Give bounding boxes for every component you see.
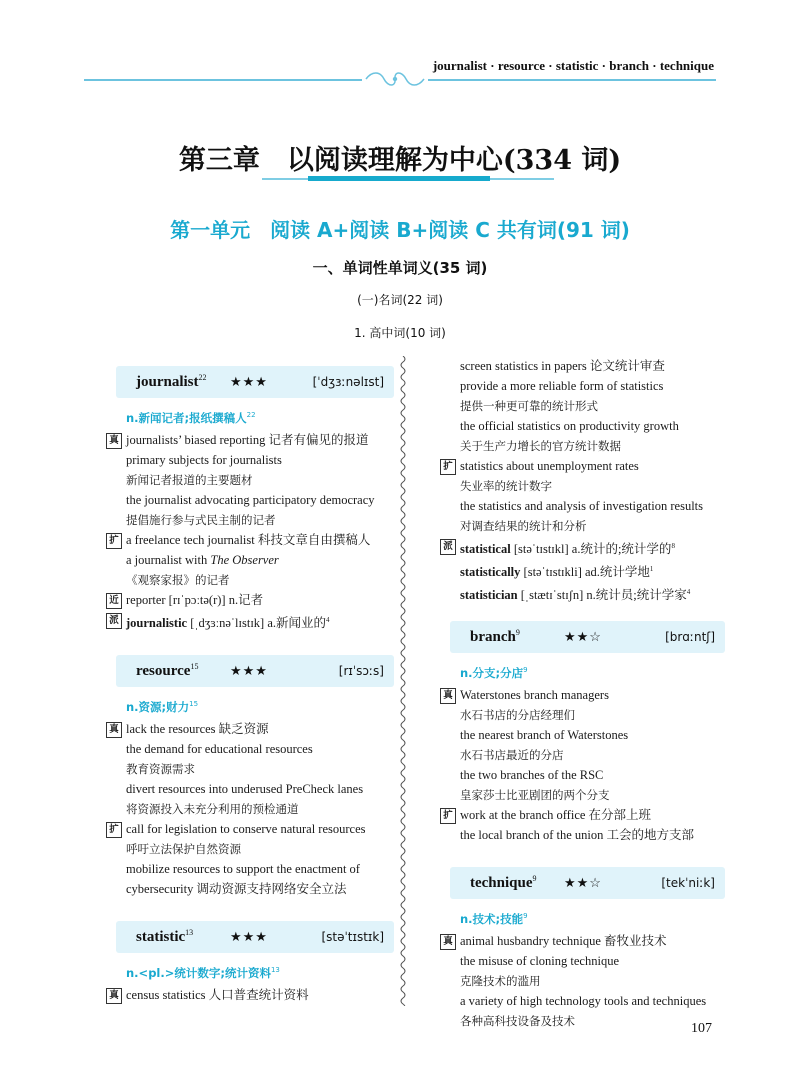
chapter-rule-accent <box>308 176 490 181</box>
translation-line: 水石书店的分店经理们 <box>460 708 575 723</box>
frequency-stars: ★★★ <box>230 374 268 390</box>
example-line: provide a more reliable form of statistics <box>460 379 664 393</box>
tag-extended: 扩 <box>440 459 456 475</box>
spacer <box>106 899 394 921</box>
spacer <box>440 605 725 621</box>
tag-real-exam: 真 <box>440 934 456 950</box>
subsection-title: (一)名词(22 词) <box>357 293 443 307</box>
tag-extended: 扩 <box>440 808 456 824</box>
example-line: 扩 statistics about unemployment rates <box>460 456 725 476</box>
translation-line: 《观察家报》的记者 <box>126 573 230 587</box>
translation-line: 关于生产力增长的官方统计数据 <box>460 439 621 453</box>
translation-line: 失业率的统计数字 <box>460 479 552 493</box>
gloss: n.技术;技能$^9$ <box>460 912 528 927</box>
section-title: 一、单词性单词义(35 词) <box>312 259 488 277</box>
example-line: divert resources into underused PreCheck lanes <box>126 782 364 797</box>
column-divider <box>398 356 408 1006</box>
headword-box-resource <box>116 655 394 687</box>
headword-box-statistic <box>116 921 394 953</box>
example-line: 真 animal husbandry technique 畜牧业技术 <box>460 931 725 951</box>
phonetic: [stəˈtɪstɪk] <box>321 930 384 945</box>
headword: resource$^{15}$ <box>136 662 199 680</box>
phonetic: [tekˈniːk] <box>661 876 715 891</box>
spacer <box>106 633 394 655</box>
page-number: 107 <box>691 1021 712 1036</box>
example-line: the misuse of cloning technique <box>460 954 619 969</box>
headword-box-branch <box>450 621 725 653</box>
phonetic: [brɑːntʃ] <box>665 630 715 645</box>
example-line: primary subjects for journalists <box>126 453 282 467</box>
example-line: the journalist advocating participatory democracy <box>126 493 375 507</box>
example-line: cybersecurity 调动资源支持网络安全立法 <box>126 882 347 897</box>
headword-box-journalist <box>116 366 394 398</box>
translation-line: 皇家莎士比亚剧团的两个分支 <box>460 788 610 803</box>
example-line: 真 census statistics 人口普查统计资料 <box>126 985 394 1005</box>
frequency-stars: ★★★ <box>230 663 268 679</box>
synonym-line: 近 reporter [rɪˈpɔːtə(r)] n.记者 <box>126 590 394 610</box>
spacer <box>440 845 725 867</box>
headword: journalist$^{22}$ <box>136 373 207 390</box>
tag-real-exam: 真 <box>106 722 122 738</box>
example-line: 扩 work at the branch office 在分部上班 <box>460 805 725 825</box>
example-line: the official statistics on productivity growth <box>460 419 679 433</box>
tag-real-exam: 真 <box>440 688 456 704</box>
tag-extended: 扩 <box>106 822 122 838</box>
chapter-title: 第三章 以阅读理解为中心(334 词) <box>178 145 622 176</box>
tag-derivative: 派 <box>440 539 456 555</box>
frequency-stars: ★★☆ <box>564 629 602 645</box>
gloss: n.分支;分店$^9$ <box>460 666 528 681</box>
tag-derivative: 派 <box>106 613 122 629</box>
derivative-line: statistically [stəˈtɪstɪkli] ad.统计学地$^1$ <box>460 565 654 580</box>
translation-line: 提供一种更可靠的统计形式 <box>460 399 598 413</box>
example-line: the two branches of the RSC <box>460 768 604 783</box>
translation-line: 教育资源需求 <box>126 762 195 777</box>
frequency-stars: ★★☆ <box>564 875 602 891</box>
example-line: 扩 call for legislation to conserve natural resources <box>126 819 394 839</box>
example-line: a journalist with The Observer <box>126 553 279 567</box>
tag-synonym: 近 <box>106 593 122 609</box>
translation-line: 对调查结果的统计和分析 <box>460 519 587 533</box>
right-column <box>440 356 725 1031</box>
example-line: 真 journalists’ biased reporting 记者有偏见的报道 <box>126 430 394 450</box>
tag-real-exam: 真 <box>106 988 122 1004</box>
tag-real-exam: 真 <box>106 433 122 449</box>
level-title: 1. 高中词(10 词) <box>354 326 446 340</box>
example-line: the demand for educational resources <box>126 742 313 757</box>
headword: technique$^9$ <box>470 874 537 892</box>
derivative-line: statistician [ˌstætɪˈstɪʃn] n.统计员;统计学家$^4$ <box>460 588 691 603</box>
gloss: n.<pl.>统计数字;统计资料$^{13}$ <box>126 966 280 981</box>
example-line: 真 lack the resources 缺乏资源 <box>126 719 394 739</box>
example-line: screen statistics in papers 论文统计审查 <box>460 359 665 373</box>
example-line: the nearest branch of Waterstones <box>460 728 629 743</box>
derivative-line: 派 journalistic [ˌdʒɜːnəˈlɪstɪk] a.新闻业的$^4$ <box>126 610 394 633</box>
gloss: n.新闻记者;报纸撰稿人$^{22}$ <box>126 411 256 425</box>
headword: branch$^9$ <box>470 628 520 646</box>
example-line: the statistics and analysis of investigation results <box>460 499 704 513</box>
gloss: n.资源;财力$^{15}$ <box>126 700 199 715</box>
tag-extended: 扩 <box>106 533 122 549</box>
translation-line: 水石书店最近的分店 <box>460 748 564 763</box>
translation-line: 各种高科技设备及技术 <box>460 1014 575 1029</box>
example-line: 扩 a freelance tech journalist 科技文章自由撰稿人 <box>126 530 394 550</box>
example-line: a variety of high technology tools and techniques <box>460 994 707 1009</box>
translation-line: 新闻记者报道的主要题材 <box>126 473 253 487</box>
translation-line: 呼吁立法保护自然资源 <box>126 842 241 857</box>
phonetic: [rɪˈsɔːs] <box>338 664 384 679</box>
frequency-stars: ★★★ <box>230 929 268 945</box>
translation-line: 提倡施行参与式民主制的记者 <box>126 513 276 527</box>
headword-box-technique <box>450 867 725 899</box>
running-header: journalist · resource · statistic · branch · technique <box>432 58 714 73</box>
derivative-line: 派 statistical [stəˈtɪstɪkl] a.统计的;统计学的$^8$ <box>460 536 725 559</box>
example-line: 真 Waterstones branch managers <box>460 685 725 705</box>
translation-line: 克隆技术的滥用 <box>460 974 541 989</box>
translation-line: 将资源投入未充分利用的预检通道 <box>126 802 299 817</box>
headword: statistic$^{13}$ <box>136 928 194 946</box>
left-column <box>106 366 394 1005</box>
example-line: mobilize resources to support the enactment of <box>126 862 360 877</box>
header-ornament-icon <box>362 71 428 87</box>
phonetic: [ˈdʒɜːnəlɪst] <box>312 375 384 389</box>
example-line: the local branch of the union 工会的地方支部 <box>460 828 694 843</box>
unit-title: 第一单元 阅读 A+阅读 B+阅读 C 共有词(91 词) <box>170 218 630 242</box>
